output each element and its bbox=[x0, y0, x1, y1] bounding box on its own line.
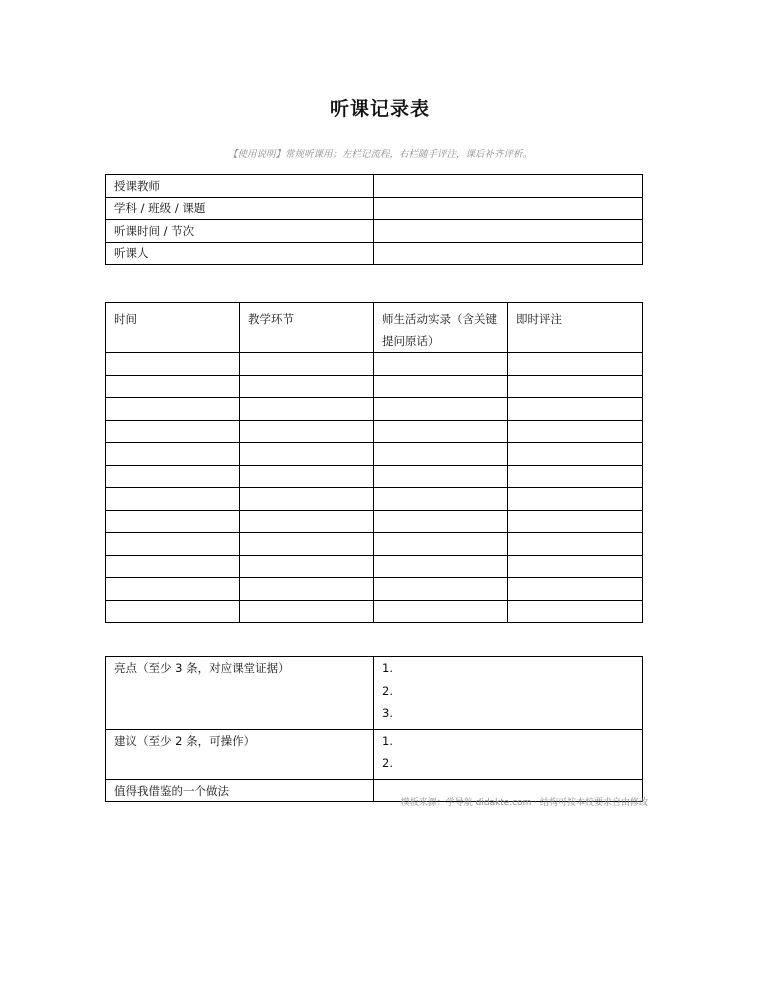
info-table bbox=[105, 174, 643, 265]
table-row bbox=[106, 375, 643, 398]
table-row bbox=[106, 533, 643, 556]
stage-cell[interactable] bbox=[240, 578, 374, 601]
activity-cell[interactable] bbox=[374, 533, 508, 556]
activity-cell[interactable] bbox=[374, 555, 508, 578]
record-header-row bbox=[106, 303, 643, 353]
list-item: 3. bbox=[382, 706, 393, 720]
table-row bbox=[106, 465, 643, 488]
comment-cell[interactable] bbox=[508, 443, 643, 466]
time-cell[interactable] bbox=[106, 420, 240, 443]
record-table bbox=[105, 302, 643, 623]
table-row bbox=[106, 578, 643, 601]
table-row bbox=[106, 242, 643, 265]
info-value-cell[interactable] bbox=[374, 242, 643, 265]
table-row bbox=[106, 420, 643, 443]
time-cell[interactable] bbox=[106, 510, 240, 533]
time-cell[interactable] bbox=[106, 600, 240, 623]
info-label: 授课教师 bbox=[106, 175, 374, 198]
table-row bbox=[106, 657, 643, 730]
stage-cell[interactable] bbox=[240, 510, 374, 533]
time-cell[interactable] bbox=[106, 555, 240, 578]
template-source-footer: 模板来源：学导航 didakte.com · 结构可按本校要求自由修改 bbox=[400, 798, 648, 808]
page-title: 听课记录表 bbox=[329, 98, 430, 120]
activity-cell[interactable] bbox=[374, 420, 508, 443]
table-row bbox=[106, 555, 643, 578]
list-item: 1. bbox=[382, 733, 393, 748]
activity-cell[interactable] bbox=[374, 578, 508, 601]
table-row bbox=[106, 729, 643, 779]
table-row bbox=[106, 443, 643, 466]
stage-cell[interactable] bbox=[240, 555, 374, 578]
borrow-label: 值得我借鉴的一个做法 bbox=[106, 779, 374, 801]
stage-cell[interactable] bbox=[240, 465, 374, 488]
table-row bbox=[106, 398, 643, 421]
list-item: 2. bbox=[382, 756, 393, 770]
list-item: 2. bbox=[382, 683, 393, 698]
suggestions-label: 建议（至少 2 条，可操作） bbox=[106, 729, 374, 779]
time-cell[interactable] bbox=[106, 488, 240, 511]
time-cell[interactable] bbox=[106, 443, 240, 466]
comment-cell[interactable] bbox=[508, 375, 643, 398]
activity-cell[interactable] bbox=[374, 600, 508, 623]
activity-cell[interactable] bbox=[374, 353, 508, 376]
stage-cell[interactable] bbox=[240, 443, 374, 466]
time-cell[interactable] bbox=[106, 533, 240, 556]
comment-cell[interactable] bbox=[508, 353, 643, 376]
activity-cell[interactable] bbox=[374, 398, 508, 421]
table-row bbox=[106, 510, 643, 533]
info-value-cell[interactable] bbox=[374, 220, 643, 243]
table-row bbox=[106, 220, 643, 243]
info-label: 听课时间 / 节次 bbox=[106, 220, 374, 243]
highlights-cell[interactable] bbox=[374, 657, 643, 730]
comment-cell[interactable] bbox=[508, 510, 643, 533]
highlights-label: 亮点（至少 3 条，对应课堂证据） bbox=[106, 657, 374, 730]
time-cell[interactable] bbox=[106, 578, 240, 601]
table-row bbox=[106, 175, 643, 198]
column-header-stage: 教学环节 bbox=[240, 303, 374, 353]
comment-cell[interactable] bbox=[508, 488, 643, 511]
usage-note: 【使用说明】常规听课用；左栏记流程，右栏随手评注，课后补齐评析。 bbox=[227, 149, 532, 160]
table-row bbox=[106, 197, 643, 220]
stage-cell[interactable] bbox=[240, 353, 374, 376]
comment-cell[interactable] bbox=[508, 600, 643, 623]
info-label: 听课人 bbox=[106, 242, 374, 265]
time-cell[interactable] bbox=[106, 375, 240, 398]
info-value-cell[interactable] bbox=[374, 197, 643, 220]
stage-cell[interactable] bbox=[240, 488, 374, 511]
time-cell[interactable] bbox=[106, 353, 240, 376]
activity-cell[interactable] bbox=[374, 488, 508, 511]
stage-cell[interactable] bbox=[240, 600, 374, 623]
activity-cell[interactable] bbox=[374, 465, 508, 488]
reflection-table bbox=[105, 656, 643, 802]
activity-cell[interactable] bbox=[374, 510, 508, 533]
comment-cell[interactable] bbox=[508, 578, 643, 601]
comment-cell[interactable] bbox=[508, 555, 643, 578]
column-header-time: 时间 bbox=[106, 303, 240, 353]
table-row bbox=[106, 488, 643, 511]
list-item: 1. bbox=[382, 661, 393, 675]
column-header-comment: 即时评注 bbox=[508, 303, 643, 353]
comment-cell[interactable] bbox=[508, 398, 643, 421]
activity-cell[interactable] bbox=[374, 375, 508, 398]
comment-cell[interactable] bbox=[508, 465, 643, 488]
time-cell[interactable] bbox=[106, 465, 240, 488]
comment-cell[interactable] bbox=[508, 533, 643, 556]
table-row bbox=[106, 600, 643, 623]
column-header-activity: 师生活动实录（含关键提问原话） bbox=[374, 303, 508, 353]
time-cell[interactable] bbox=[106, 398, 240, 421]
stage-cell[interactable] bbox=[240, 420, 374, 443]
stage-cell[interactable] bbox=[240, 533, 374, 556]
stage-cell[interactable] bbox=[240, 375, 374, 398]
stage-cell[interactable] bbox=[240, 398, 374, 421]
activity-cell[interactable] bbox=[374, 443, 508, 466]
table-row bbox=[106, 353, 643, 376]
info-label: 学科 / 班级 / 课题 bbox=[106, 197, 374, 220]
info-value-cell[interactable] bbox=[374, 175, 643, 198]
comment-cell[interactable] bbox=[508, 420, 643, 443]
suggestions-cell[interactable] bbox=[374, 729, 643, 779]
